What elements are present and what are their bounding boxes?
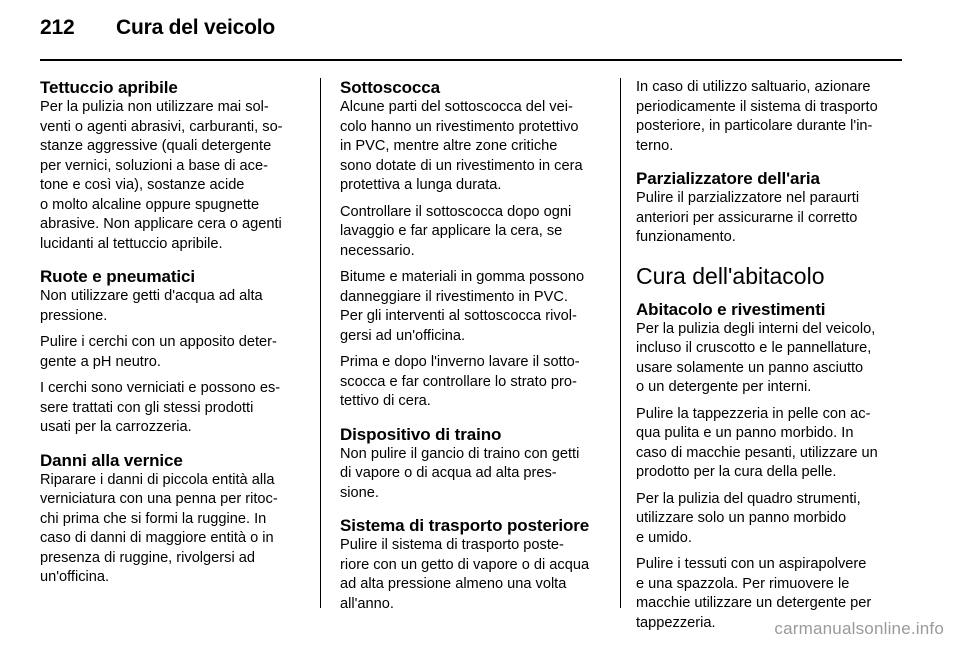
paragraph: Controllare il sottoscocca dopo ogni lavaggio e far applicare la cera, se necessario. <box>340 203 572 259</box>
paragraph: Pulire la tappezzeria in pelle con ac- qua pulita e un panno morbido. In caso di macchie pesanti, utilizzare un prodotto per la cura della pelle. <box>636 405 878 480</box>
paragraph: Per la pulizia non utilizzare mai sol- venti o agenti abrasivi, carburanti, so- stanze aggressive (quali detergente per vernici, soluzioni a base di ace- tone e così via), sostanze acide o molto alcaline oppure spugnette abrasive. Non applicare cera o agenti lucidanti al tettuccio apribile. <box>40 99 283 252</box>
paragraph: Pulire il parzializzatore nel paraurti anteriori per assicurarne il corretto funzionamento. <box>636 190 860 245</box>
section-heading: Danni alla vernice <box>40 450 183 470</box>
paragraph: Per la pulizia del quadro strumenti, utilizzare solo un panno morbido e umido. <box>636 490 861 546</box>
section-abitacolo <box>636 300 904 634</box>
paragraph: Non pulire il gancio di traino con getti di vapore o di acqua ad alta pres- sione. <box>340 445 580 501</box>
paragraph: Non utilizzare getti d'acqua ad alta pressione. <box>40 288 263 324</box>
section-heading: Sottoscocca <box>340 78 440 97</box>
paragraph: Alcune parti del sottoscocca del vei- colo hanno un rivestimento protettivo in PVC, mentre altre zone critiche sono dotate di un rivestimento in cera protettiva a lunga durata. <box>340 99 583 193</box>
header-rule <box>40 59 902 61</box>
section-heading: Sistema di trasporto posteriore <box>340 516 590 535</box>
page-number: 212 <box>40 16 75 39</box>
paragraph: Pulire i cerchi con un apposito deter- gente a pH neutro. <box>40 334 277 370</box>
page-title: Cura del veicolo <box>116 16 276 39</box>
paragraph: Prima e dopo l'inverno lavare il sotto- scocca e far controllare lo strato pro- tettivo di cera. <box>340 354 580 409</box>
page-header <box>40 16 275 40</box>
paragraph: Pulire i tessuti con un aspirapolvere e una spazzola. Per rimuovere le macchie utilizzare un detergente per tappezzeria. <box>636 556 872 631</box>
section-sottoscocca <box>340 78 608 412</box>
paragraph: I cerchi sono verniciati e possono es- sere trattati con gli stessi prodotti usati per la carrozzeria. <box>40 380 281 435</box>
chapter-heading: Cura dell'abitacolo <box>636 262 825 289</box>
section-heading: Ruote e pneumatici <box>40 267 196 286</box>
section-traino <box>340 425 608 504</box>
paragraph: Riparare i danni di piccola entità alla verniciatura con una penna per ritoc- chi prima che si formi la ruggine. In caso di danni di maggiore entità o in presenza di ruggine, rivolgersi ad un'officina. <box>40 471 278 585</box>
section-tettuccio <box>40 78 308 254</box>
watermark: carmanualsonline.info <box>774 619 944 638</box>
column-divider <box>620 78 621 608</box>
section-heading: Abitacolo e rivestimenti <box>636 299 826 319</box>
paragraph: In caso di utilizzo saltuario, azionare periodicamente il sistema di trasporto posteriore, in particolare durante l'in- terno. <box>636 79 878 154</box>
paragraph: Per la pulizia degli interni del veicolo, incluso il cruscotto e le pannellature, usare solamente un panno asciutto o un detergente per interni. <box>636 320 876 395</box>
section-ruote <box>40 267 308 438</box>
column-divider <box>320 78 321 608</box>
section-parzializzatore <box>636 169 904 248</box>
section-heading: Dispositivo di traino <box>340 424 502 444</box>
paragraph: Pulire il sistema di trasporto poste- riore con un getto di vapore o di acqua ad alta pressione almeno una volta all'anno. <box>340 537 590 612</box>
section-heading: Parzializzatore dell'aria <box>636 169 820 188</box>
paragraph: Bitume e materiali in gomma possono danneggiare il rivestimento in PVC. Per gli interventi al sottoscocca rivol- gersi ad un'officina. <box>340 269 585 344</box>
column-right <box>636 78 904 646</box>
column-left <box>40 78 308 601</box>
section-continued <box>636 78 904 156</box>
section-vernice <box>40 451 308 588</box>
section-heading: Tettuccio apribile <box>40 78 178 97</box>
section-trasporto <box>340 516 608 614</box>
column-middle <box>340 78 608 627</box>
